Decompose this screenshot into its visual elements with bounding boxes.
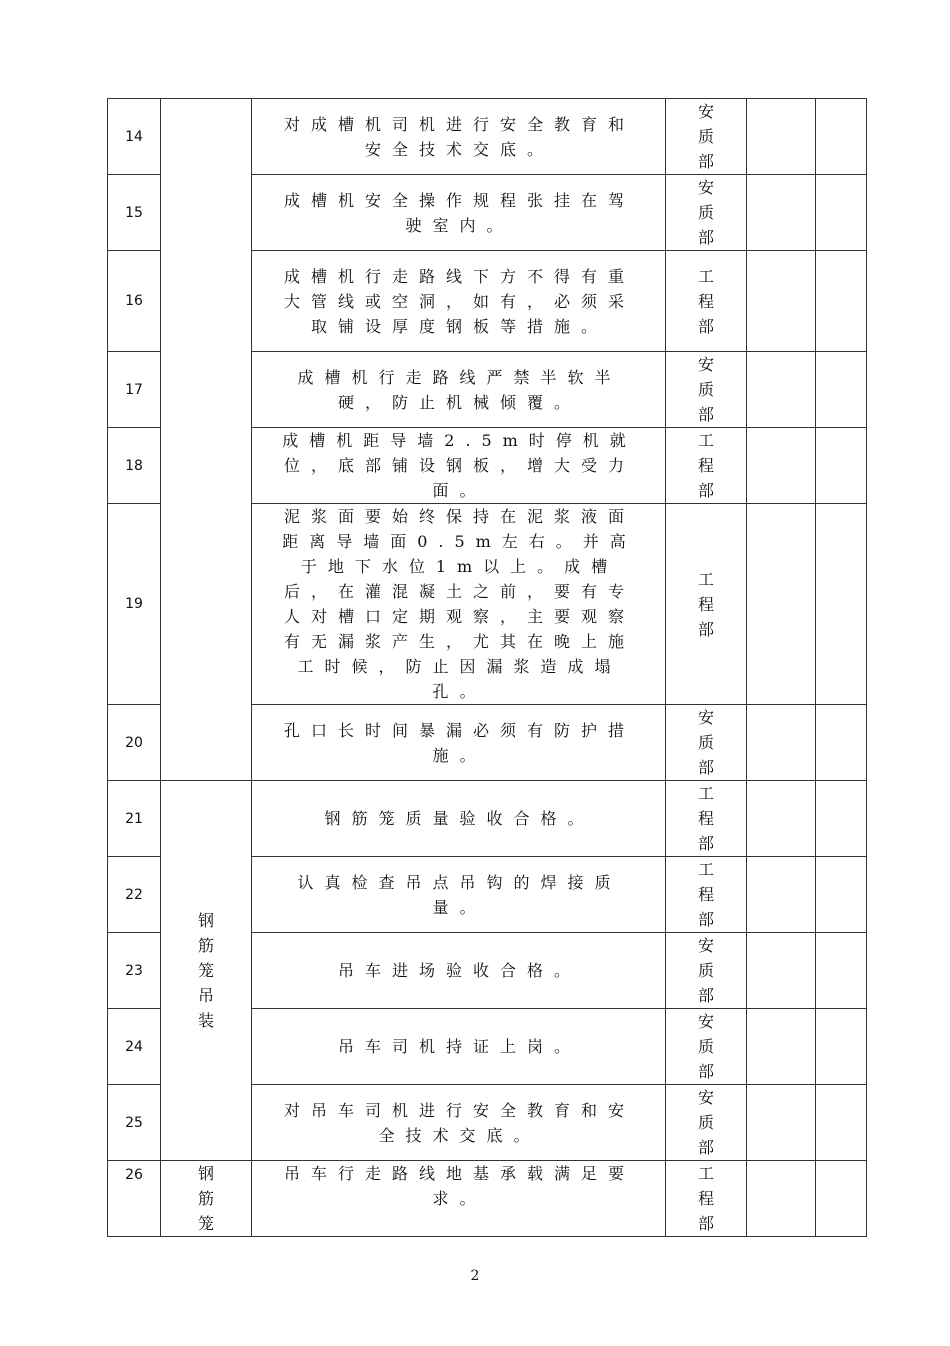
remark-cell <box>816 504 867 705</box>
responsible-dept: 工程部 <box>666 504 747 705</box>
row-number: 25 <box>108 1085 161 1161</box>
check-cell <box>747 1161 816 1237</box>
responsible-dept: 安质部 <box>666 1085 747 1161</box>
remark-cell <box>816 428 867 504</box>
remark-cell <box>816 1009 867 1085</box>
check-cell <box>747 933 816 1009</box>
row-number: 18 <box>108 428 161 504</box>
requirement-text: 吊车行走路线地基承载满足要求。 <box>252 1161 666 1237</box>
check-cell <box>747 99 816 175</box>
row-number: 22 <box>108 857 161 933</box>
responsible-dept: 工程部 <box>666 251 747 352</box>
requirement-text: 成槽机行走路线下方不得有重大管线或空洞，如有，必须采取铺设厚度钢板等措施。 <box>252 251 666 352</box>
remark-cell <box>816 1085 867 1161</box>
requirement-text: 认真检查吊点吊钩的焊接质量。 <box>252 857 666 933</box>
row-number: 26 <box>108 1161 161 1237</box>
remark-cell <box>816 175 867 251</box>
remark-cell <box>816 251 867 352</box>
check-cell <box>747 781 816 857</box>
check-cell <box>747 251 816 352</box>
remark-cell <box>816 857 867 933</box>
responsible-dept: 安质部 <box>666 99 747 175</box>
check-cell <box>747 428 816 504</box>
check-cell <box>747 1009 816 1085</box>
responsible-dept: 安质部 <box>666 933 747 1009</box>
requirement-text: 吊车进场验收合格。 <box>252 933 666 1009</box>
requirement-text: 对成槽机司机进行安全教育和安全技术交底。 <box>252 99 666 175</box>
remark-cell <box>816 99 867 175</box>
requirement-text: 对吊车司机进行安全教育和安全技术交底。 <box>252 1085 666 1161</box>
table-row <box>108 781 867 857</box>
row-number: 20 <box>108 705 161 781</box>
requirement-text: 成槽机距导墙2.5m时停机就位，底部铺设钢板，增大受力面。 <box>252 428 666 504</box>
check-cell <box>747 1085 816 1161</box>
requirement-text: 吊车司机持证上岗。 <box>252 1009 666 1085</box>
requirement-text: 成槽机行走路线严禁半软半硬，防止机械倾覆。 <box>252 352 666 428</box>
responsible-dept: 安质部 <box>666 352 747 428</box>
responsible-dept: 工程部 <box>666 428 747 504</box>
responsible-dept: 安质部 <box>666 1009 747 1085</box>
row-number: 21 <box>108 781 161 857</box>
requirement-text: 成槽机安全操作规程张挂在驾驶室内。 <box>252 175 666 251</box>
category-cage-lifting: 钢筋笼吊装 <box>161 781 252 1161</box>
responsible-dept: 安质部 <box>666 175 747 251</box>
table-row <box>108 99 867 175</box>
category-cell-empty <box>161 99 252 781</box>
row-number: 17 <box>108 352 161 428</box>
remark-cell <box>816 1161 867 1237</box>
row-number: 23 <box>108 933 161 1009</box>
check-cell <box>747 857 816 933</box>
remark-cell <box>816 352 867 428</box>
remark-cell <box>816 781 867 857</box>
table-row <box>108 1161 867 1237</box>
page-number: 2 <box>470 1268 480 1284</box>
inspection-table <box>107 98 867 1237</box>
responsible-dept: 工程部 <box>666 781 747 857</box>
responsible-dept: 安质部 <box>666 705 747 781</box>
row-number: 16 <box>108 251 161 352</box>
check-cell <box>747 504 816 705</box>
row-number: 24 <box>108 1009 161 1085</box>
requirement-text: 孔口长时间暴漏必须有防护措施。 <box>252 705 666 781</box>
requirement-text: 钢筋笼质量验收合格。 <box>252 781 666 857</box>
row-number: 15 <box>108 175 161 251</box>
responsible-dept: 工程部 <box>666 1161 747 1237</box>
check-cell <box>747 175 816 251</box>
check-cell <box>747 705 816 781</box>
remark-cell <box>816 933 867 1009</box>
category-cage-partial: 钢筋笼 <box>161 1161 252 1237</box>
responsible-dept: 工程部 <box>666 857 747 933</box>
check-cell <box>747 352 816 428</box>
row-number: 14 <box>108 99 161 175</box>
requirement-text: 泥浆面要始终保持在泥浆液面距离导墙面0.5m左右。并高于地下水位1m以上。成槽后，在灌混凝土之前，要有专人对槽口定期观察，主要观察有无漏浆产生，尤其在晚上施工时候，防止因漏浆造成塌孔。 <box>252 504 666 705</box>
remark-cell <box>816 705 867 781</box>
row-number: 19 <box>108 504 161 705</box>
